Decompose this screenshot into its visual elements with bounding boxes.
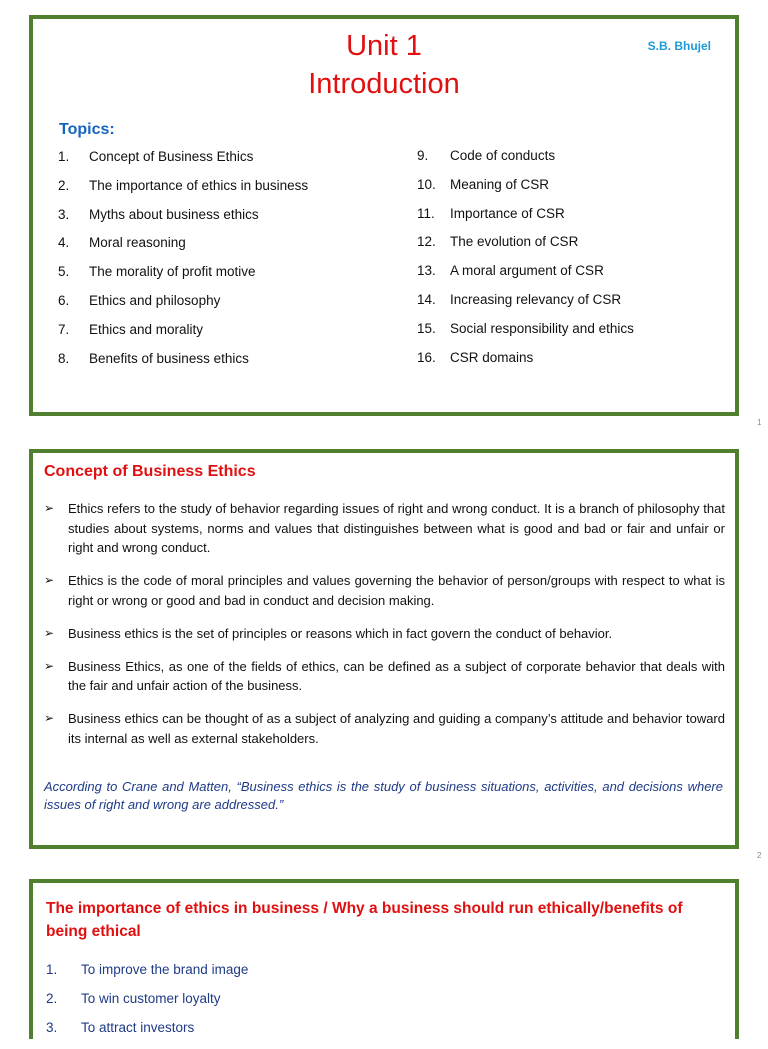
topics-list-right	[417, 148, 634, 378]
slide-importance-of-ethics	[29, 879, 739, 1039]
slide-concept-business-ethics	[29, 449, 739, 849]
bullet-text: Business Ethics, as one of the fields of ethics, can be defined as a subject of corporate behavior that deals with the fair and unfair action of the business.	[68, 658, 725, 693]
topic-number: 10.	[417, 176, 436, 192]
topic-text: Ethics and morality	[89, 321, 204, 337]
topic-number: 4.	[58, 235, 70, 251]
topic-number: 14.	[417, 291, 436, 307]
topic-text: A moral argument of CSR	[450, 263, 604, 279]
benefit-text: To attract investors	[81, 1020, 195, 1035]
benefit-item	[46, 962, 248, 991]
topic-text: Code of conducts	[450, 148, 556, 163]
topic-number: 1.	[58, 149, 70, 164]
benefit-number: 3.	[46, 1020, 58, 1035]
topic-number: 12.	[417, 234, 436, 250]
bullet-text: Business ethics can be thought of as a subject of analyzing and guiding a company’s attitude and behavior toward its internal as well as external stakeholders.	[68, 711, 725, 746]
topic-number: 7.	[58, 321, 70, 337]
topic-item	[417, 321, 634, 350]
topic-text: Meaning of CSR	[450, 176, 550, 192]
topics-list-left	[58, 149, 308, 379]
topic-item	[58, 178, 308, 207]
topic-item	[417, 234, 634, 263]
topic-item	[417, 148, 634, 177]
topic-text: Benefits of business ethics	[89, 350, 249, 366]
slide-page-number: 2	[757, 851, 762, 860]
slide-unit-intro	[29, 15, 739, 416]
topic-text: The morality of profit motive	[89, 264, 256, 280]
topic-text: The evolution of CSR	[450, 234, 579, 250]
arrow-bullet-icon: ➢	[44, 501, 55, 515]
topic-item	[417, 177, 634, 206]
topic-number: 16.	[417, 349, 436, 365]
topic-number: 13.	[417, 263, 436, 279]
topic-item	[417, 206, 634, 235]
topic-number: 9.	[417, 148, 429, 163]
benefit-text: To improve the brand image	[81, 962, 249, 977]
topic-item	[58, 351, 308, 380]
bullet-item	[44, 499, 725, 558]
topic-item	[58, 235, 308, 264]
author-name: S.B. Bhujel	[647, 39, 711, 53]
topic-text: Concept of Business Ethics	[89, 149, 254, 164]
bullet-text: Business ethics is the set of principles or reasons which in fact govern the conduct of behavior.	[68, 625, 613, 641]
arrow-bullet-icon: ➢	[44, 711, 55, 725]
topic-text: Moral reasoning	[89, 235, 186, 251]
bullet-item	[44, 657, 725, 696]
benefit-text: To win customer loyalty	[81, 991, 221, 1006]
arrow-bullet-icon: ➢	[44, 658, 55, 673]
slide-title-introduction: Introduction	[308, 68, 460, 100]
slide-title-unit: Unit 1	[346, 30, 422, 62]
topic-item	[58, 322, 308, 351]
arrow-bullet-icon: ➢	[44, 625, 55, 640]
topic-item	[417, 292, 634, 321]
crane-matten-quote: According to Crane and Matten, “Business ethics is the study of business situations, activities, and decisions where issues of right and wrong are addressed.”	[44, 779, 723, 812]
benefit-number: 1.	[46, 962, 58, 977]
benefit-item	[46, 1020, 248, 1049]
topic-number: 2.	[58, 177, 70, 193]
topic-item	[58, 264, 308, 293]
topic-text: Increasing relevancy of CSR	[450, 291, 622, 307]
topic-text: Myths about business ethics	[89, 206, 259, 222]
topic-item	[58, 149, 308, 178]
topics-heading: Topics:	[59, 121, 115, 138]
arrow-bullet-icon: ➢	[44, 573, 55, 587]
definition-bullets	[44, 499, 725, 762]
bullet-text: Ethics is the code of moral principles and values governing the behavior of person/groups with respect to what is right or wrong or good and bad in conduct and decision making.	[68, 573, 725, 608]
topic-number: 15.	[417, 320, 436, 336]
topic-item	[58, 207, 308, 236]
topic-item	[417, 263, 634, 292]
topic-text: Ethics and philosophy	[89, 292, 221, 308]
topic-number: 3.	[58, 206, 70, 222]
slide-page-number: 1	[757, 418, 762, 427]
bullet-text: Ethics refers to the study of behavior regarding issues of right and wrong conduct. It is a branch of philosophy that studies about systems, norms and values that distinguishes between what is good and bad or fair and unfair or right and wrong conduct.	[68, 501, 725, 555]
section-heading: The importance of ethics in business / Why a business should run ethically/benefits of being ethical	[46, 900, 683, 940]
benefit-item	[46, 991, 248, 1020]
section-heading: Concept of Business Ethics	[44, 463, 256, 480]
topic-item	[417, 350, 634, 379]
topic-number: 6.	[58, 292, 70, 308]
topic-number: 5.	[58, 264, 70, 280]
topic-item	[58, 293, 308, 322]
topic-text: Social responsibility and ethics	[450, 320, 634, 336]
topic-number: 11.	[417, 205, 435, 221]
topic-text: Importance of CSR	[450, 205, 565, 221]
topic-number: 8.	[58, 350, 70, 366]
benefits-list	[46, 962, 248, 1049]
benefit-number: 2.	[46, 991, 58, 1006]
topic-text: The importance of ethics in business	[89, 177, 309, 193]
bullet-item	[44, 571, 725, 610]
bullet-item	[44, 709, 725, 748]
topic-text: CSR domains	[450, 349, 534, 365]
bullet-item	[44, 624, 725, 644]
